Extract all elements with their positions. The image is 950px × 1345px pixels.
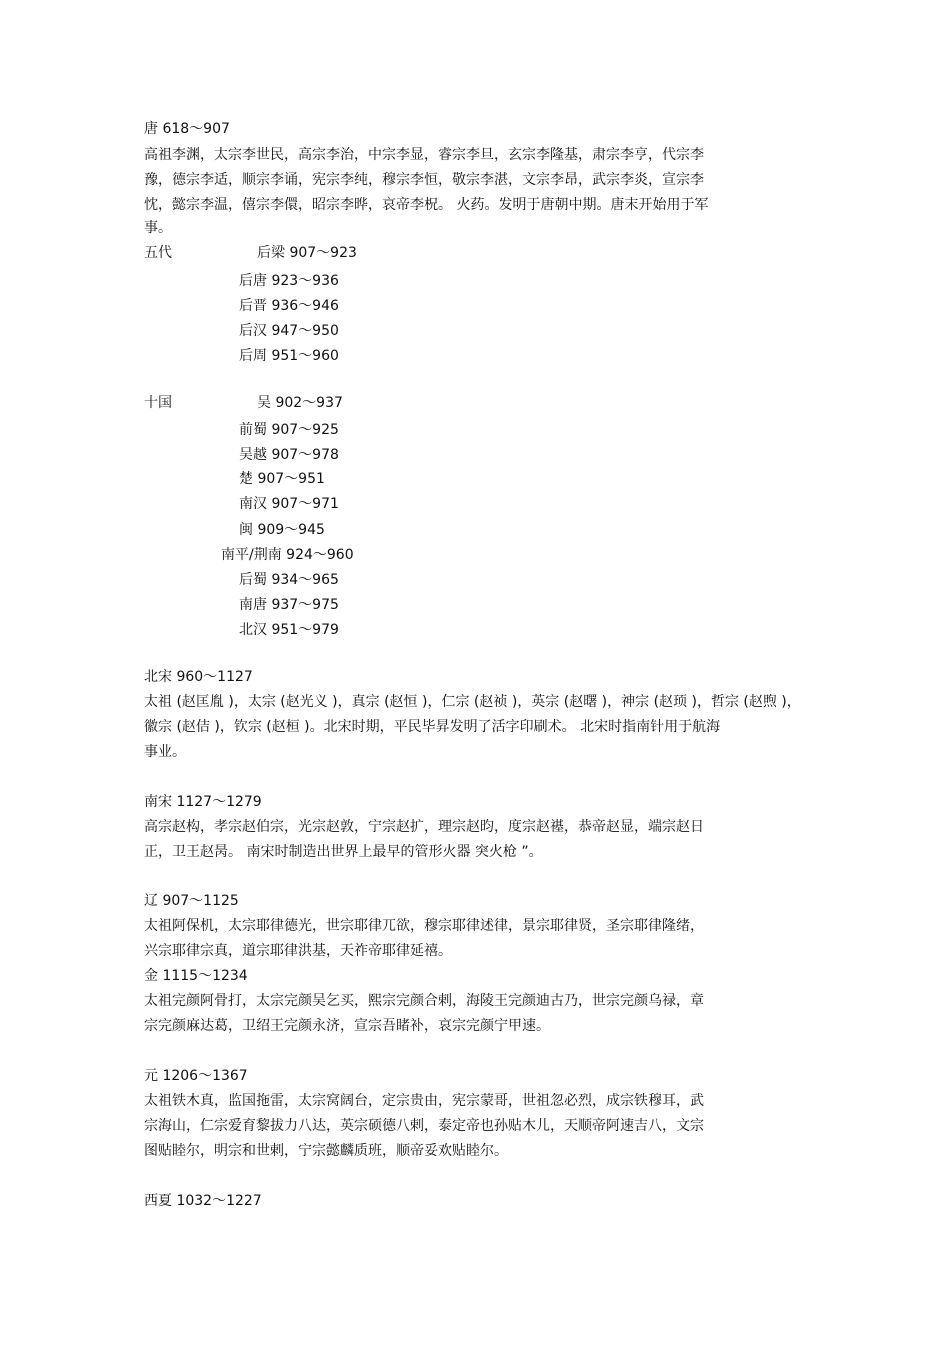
shiguo-item: 南唐 937～975 bbox=[239, 597, 339, 613]
shiguo-item: 闽 909～945 bbox=[239, 522, 325, 538]
shiguo-item: 楚 907～951 bbox=[239, 471, 325, 487]
shiguo-label: 十国 bbox=[144, 395, 172, 411]
shiguo-item: 后蜀 934～965 bbox=[239, 572, 339, 588]
tang-line-1: 高祖李渊，太宗李世民，高宗李治，中宗李显，睿宗李旦，玄宗李隆基，肃宗李亨，代宗李 bbox=[144, 147, 704, 163]
wudai-item: 后汉 947～950 bbox=[239, 323, 339, 339]
nansong-line-2: 正，卫王赵昺。 南宋时制造出世界上最早的管形火器 突火枪 ”。 bbox=[144, 844, 543, 860]
wudai-item: 后周 951～960 bbox=[239, 348, 339, 364]
jin-heading: 金 1115～1234 bbox=[144, 968, 248, 984]
beisong-heading: 北宋 960～1127 bbox=[144, 669, 253, 685]
shiguo-item: 南汉 907～971 bbox=[239, 496, 339, 512]
shiguo-item: 北汉 951～979 bbox=[239, 622, 339, 638]
beisong-line-3: 事业。 bbox=[144, 744, 186, 760]
nansong-line-1: 高宗赵构，孝宗赵伯宗，光宗赵敦，宁宗赵扩，理宗赵昀，度宗赵禥，恭帝赵显，端宗赵日 bbox=[144, 819, 704, 835]
jin-line-1: 太祖完颜阿骨打，太宗完颜吴乞买，熙宗完颜合剌，海陵王完颜迪古乃，世宗完颜乌禄，章 bbox=[144, 993, 704, 1009]
shiguo-item: 前蜀 907～925 bbox=[239, 422, 339, 438]
nansong-heading: 南宋 1127～1279 bbox=[144, 794, 262, 810]
beisong-line-1: 太祖 (赵匡胤 )，太宗 (赵光义 )，真宗 (赵恒 )，仁宗 (赵祯 )，英宗 (赵曙 )，神宗 (赵顼 )，哲宗 (赵煦 )， bbox=[144, 694, 801, 710]
shiguo-item: 吴越 907～978 bbox=[239, 447, 339, 463]
yuan-line-3: 图贴睦尔，明宗和世剌，宁宗懿麟质班，顺帝妥欢贴睦尔。 bbox=[144, 1143, 508, 1159]
beisong-line-2: 徽宗 (赵佶 )，钦宗 (赵桓 )。北宋时期，平民毕昇发明了活字印刷术。 北宋时指南针用于航海 bbox=[144, 719, 721, 735]
tang-line-3: 忱，懿宗李温，僖宗李儇，昭宗李晔，哀帝李柷。 火药。发明于唐朝中期。唐末开始用于军 bbox=[144, 197, 709, 213]
wudai-item: 后唐 923～936 bbox=[239, 273, 339, 289]
xixia-heading: 西夏 1032～1227 bbox=[144, 1193, 262, 1209]
shiguo-item: 南平/荆南 924～960 bbox=[221, 547, 354, 563]
tang-line-4: 事。 bbox=[144, 220, 172, 236]
shiguo-item: 吴 902～937 bbox=[257, 395, 343, 411]
yuan-line-1: 太祖铁木真，监国拖雷，太宗窝阔台，定宗贵由，宪宗蒙哥，世祖忽必烈，成宗铁穆耳，武 bbox=[144, 1093, 704, 1109]
tang-line-2: 豫，德宗李适，顺宗李诵，宪宗李纯，穆宗李恒，敬宗李湛，文宗李昂，武宗李炎，宣宗李 bbox=[144, 172, 704, 188]
wudai-item: 后晋 936～946 bbox=[239, 298, 339, 314]
wudai-label: 五代 bbox=[144, 245, 172, 261]
yuan-line-2: 宗海山，仁宗爱育黎拔力八达，英宗硕德八剌，泰定帝也孙贴木儿，天顺帝阿速吉八，文宗 bbox=[144, 1118, 704, 1134]
jin-line-2: 宗完颜麻达葛，卫绍王完颜永济，宣宗吾睹补，哀宗完颜宁甲速。 bbox=[144, 1018, 550, 1034]
liao-heading: 辽 907～1125 bbox=[144, 893, 239, 909]
liao-line-2: 兴宗耶律宗真，道宗耶律洪基，天祚帝耶律延禧。 bbox=[144, 943, 452, 959]
yuan-heading: 元 1206～1367 bbox=[144, 1068, 248, 1084]
wudai-item: 后梁 907～923 bbox=[257, 245, 357, 261]
liao-line-1: 太祖阿保机，太宗耶律德光，世宗耶律兀欲，穆宗耶律述律，景宗耶律贤，圣宗耶律隆绪， bbox=[144, 918, 704, 934]
tang-heading: 唐 618～907 bbox=[144, 121, 230, 137]
